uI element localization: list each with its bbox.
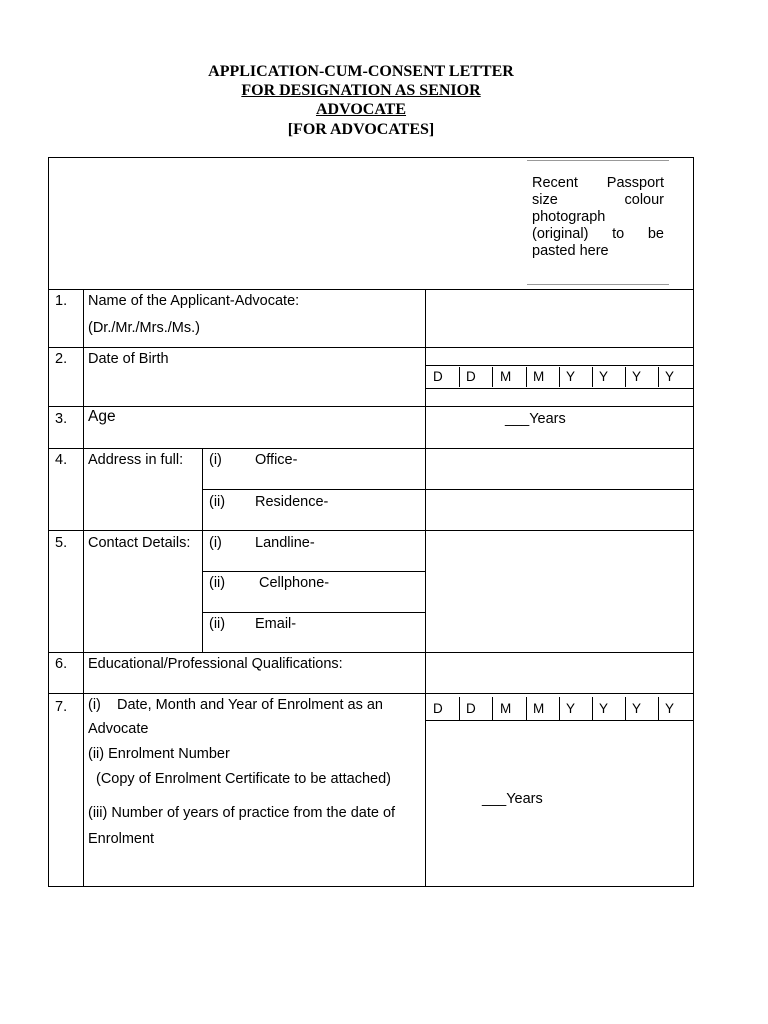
enrolment-date-label-cont: Advocate [88, 721, 149, 737]
enrol-box-m2: M [526, 697, 560, 720]
row-2-number: 2. [55, 351, 68, 367]
dob-box-y4: Y [665, 369, 675, 384]
row-6-number: 6. [55, 656, 68, 672]
contact-landline-label: Landline- [255, 535, 315, 551]
dob-box-d2: D [459, 367, 493, 387]
row-3-label: Age [88, 408, 116, 425]
enrolment-certificate-note: (Copy of Enrolment Certificate to be attached) [96, 771, 391, 787]
enrolment-number-label: (ii) Enrolment Number [88, 746, 230, 762]
enrolment-date-label: (i) Date, Month and Year of Enrolment as an [88, 697, 383, 713]
title-line-1: APPLICATION-CUM-CONSENT LETTER [208, 63, 514, 80]
enrol-box-d1: D [426, 697, 460, 720]
row-7-number: 7. [55, 699, 68, 715]
residence-address-field[interactable] [426, 490, 693, 530]
row-4-label: Address in full: [88, 452, 184, 468]
contact-cellphone-number: (ii) [209, 575, 226, 591]
office-address-field[interactable] [426, 449, 693, 489]
row-1-label: Name of the Applicant-Advocate: [88, 293, 300, 309]
row-5-number: 5. [55, 535, 68, 551]
enrol-box-y4: Y [665, 701, 675, 716]
enrolment-date-boxes[interactable] [426, 697, 693, 720]
address-residence-label: Residence- [255, 494, 329, 510]
practice-years-label: (iii) Number of years of practice from the date of [88, 805, 396, 821]
address-residence-number: (ii) [209, 494, 226, 510]
title-line-3: ADVOCATE [315, 101, 407, 118]
age-value[interactable]: ___Years [505, 411, 566, 427]
title-line-2: FOR DESIGNATION AS SENIOR [241, 82, 481, 99]
row-1-sub-label: (Dr./Mr./Mrs./Ms.) [88, 320, 200, 336]
row-5-label: Contact Details: [88, 535, 191, 551]
dob-box-d1: D [426, 367, 460, 387]
enrol-box-y3: Y [625, 697, 659, 720]
enrol-box-y1: Y [559, 697, 593, 720]
dob-box-y1: Y [559, 367, 593, 387]
enrol-box-d2: D [459, 697, 493, 720]
title-line-4: [FOR ADVOCATES] [287, 121, 435, 138]
address-office-label: Office- [255, 452, 298, 468]
contact-details-field[interactable] [426, 531, 693, 652]
row-2-label: Date of Birth [88, 351, 169, 367]
dob-box-y3: Y [625, 367, 659, 387]
practice-years-value[interactable]: ___Years [482, 791, 543, 807]
dob-box-m1: M [493, 367, 527, 387]
enrol-box-y2: Y [592, 697, 626, 720]
name-field[interactable] [426, 290, 693, 347]
contact-email-number: (ii) [209, 616, 226, 632]
practice-years-label-cont: Enrolment [88, 831, 155, 847]
dob-date-boxes[interactable] [426, 367, 693, 388]
contact-cellphone-label: Cellphone- [259, 575, 330, 591]
row-1-number: 1. [55, 293, 68, 309]
row-4-number: 4. [55, 452, 68, 468]
enrol-box-m1: M [493, 697, 527, 720]
dob-box-y2: Y [592, 367, 626, 387]
contact-landline-number: (i) [209, 535, 222, 551]
qualifications-field[interactable] [426, 653, 693, 693]
dob-box-m2: M [526, 367, 560, 387]
row-3-number: 3. [55, 411, 68, 427]
address-office-number: (i) [209, 452, 222, 468]
photo-placeholder-text: Recent Passport size colour photograph (original) to be pasted here [532, 175, 664, 259]
row-6-label: Educational/Professional Qualifications: [88, 656, 343, 672]
contact-email-label: Email- [255, 616, 297, 632]
